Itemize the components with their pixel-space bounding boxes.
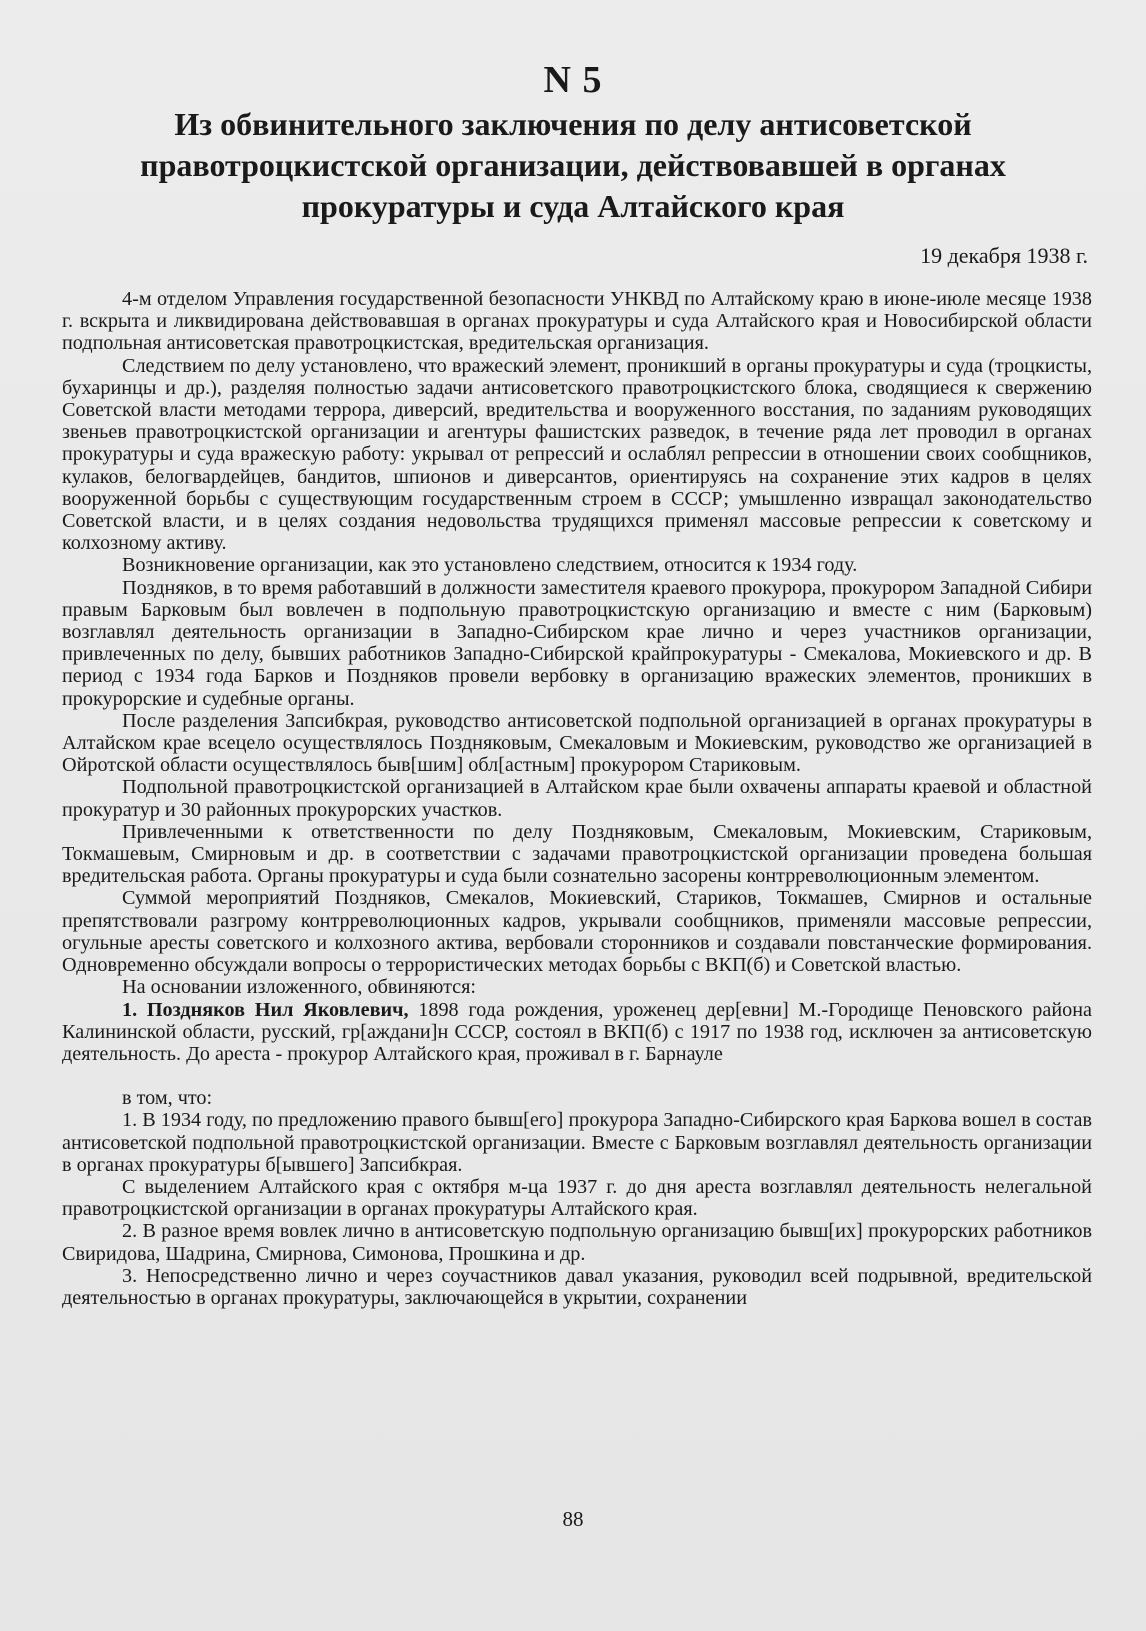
document-date: 19 декабря 1938 г. [920,243,1088,268]
charge-item: 1. В 1934 году, по предложению правого бывш[его] прокурора Западно-Сибирского края Баркова вошел в состав антисоветской подпольной правотроцкистской организации. Вместе с Барковым возглавлял деятельность организации в органах прокуратуры б[ывшего] Запсибкрая. [62,1109,1092,1176]
paragraph: 4-м отделом Управления государственной безопасности УНКВД по Алтайскому краю в июне-июле месяце 1938 г. вскрыта и ликвидирована действовавшая в органах прокуратуры и суда Алтайского края и Новосибирской области подпольная антисоветская правотроцкистская, вредительская организация. [62,288,1092,355]
document-title: Из обвинительного заключения по делу антисоветской правотроцкистской организации, действовавшей в органах прокуратуры и суда Алтайского края [140,106,1006,224]
accused-entry [62,999,1092,1066]
accused-name: 1. Поздняков Нил Яковлевич, [122,998,409,1021]
document-number: N 5 [543,59,603,101]
paragraph: Привлеченными к ответственности по делу Поздняковым, Смекаловым, Мокиевским, Стариковым, Токмашевым, Смирновым и др. в соответствии с задачами правотроцкистской организации проведена большая вредительская работа. Органы прокуратуры и суда были сознательно засорены контрреволюционным элементом. [62,820,1092,888]
paragraph: После разделения Запсибкрая, руководство антисоветской подпольной организацией в органах прокуратуры в Алтайском крае всецело осуществлялось Поздняковым, Смекаловым и Мокиевским, руководство же организацией в Ойротской области осуществлялось быв[шим] обл[астным] прокурором Стариковым. [62,709,1092,777]
page-number: 88 [562,1507,584,1531]
accused-details: 1898 года рождения, уроженец дер[евни] М.-Городище Пеновского района Калининской области, русский, гр[аждани]н СССР, состоял в ВКП(б) с 1917 по 1938 год, исключен за антисоветскую деятельность. До ареста - прокурор Алтайского края, проживал в г. Барнауле [62,998,1092,1065]
paragraph: Подпольной правотроцкистской организацией в Алтайском крае были охвачены аппараты краевой и областной прокуратур и 30 районных прокурорских участков. [62,776,1092,821]
charge-item: 3. Непосредственно лично и через соучастников давал указания, руководил всей подрывной, вредительской деятельностью в органах прокуратуры, заключающейся в укрытии, сохранении [62,1264,1092,1309]
charge-item: 2. В разное время вовлек лично в антисоветскую подпольную организацию бывш[их] прокурорских работников Свиридова, Шадрина, Смирнова, Симонова, Прошкина и др. [62,1220,1092,1265]
paragraph: Поздняков, в то время работавший в должности заместителя краевого прокурора, прокурором Западной Сибири правым Барковым был вовлечен в подпольную правотроцкистскую организацию и вместе с ним (Барковым) возглавлял деятельность организации в Западно-Сибирском крае лично и через участников организации, привлеченных по делу, бывших работников Западно-Сибирской крайпрокуратуры - Смекалова, Мокиевского и др. В период с 1934 года Барков и Поздняков провели вербовку в организацию вражеских элементов, проникших в прокурорские и судебные органы. [62,576,1092,710]
charge-item: С выделением Алтайского края с октября м-ца 1937 г. до дня ареста возглавлял деятельность нелегальной правотроцкистской организации в органах прокуратуры Алтайского края. [62,1175,1092,1221]
paragraph: Следствием по делу установлено, что вражеский элемент, проникший в органы прокуратуры и суда (троцкисты, бухаринцы и др.), разделяя полностью задачи антисоветского правотроцкистского блока, сводящиеся к свержению Советской власти методами террора, диверсий, вредительства и вооруженного восстания, по заданиям руководящих звеньев правотроцкистской организации и агентуры фашистских разведок, в течение ряда лет проводил в органах прокуратуры и суда вражескую работу: укрывал от репрессий и ослаблял репрессии в отношении своих сообщников, кулаков, белогвардейцев, бандитов, шпионов и диверсантов, ориентируясь на сохранение этих кадров в целях вооруженной борьбы с существующим государственным строем в СССР; умышленно извращал законодательство Советской власти, и в целях создания недовольства трудящихся применял массовые репрессии к советскому и колхозному активу. [62,354,1092,555]
charges-intro: в том, что: [122,1087,213,1110]
document-body [62,288,1092,1309]
paragraph: Возникновение организации, как это установлено следствием, относится к 1934 году. [122,554,858,577]
paragraph: Суммой мероприятий Поздняков, Смекалов, Мокиевский, Стариков, Токмашев, Смирнов и остальные препятствовали разгрому контрреволюционных кадров, укрывали сообщников, применяли массовые репрессии, огульные аресты советского и колхозного актива, вербовали сторонников и создавали повстанческие формирования. Одновременно обсуждали вопросы о террористических методах борьбы с ВКП(б) и Советской властью. [62,887,1092,977]
paragraph: На основании изложенного, обвиняются: [122,976,477,999]
